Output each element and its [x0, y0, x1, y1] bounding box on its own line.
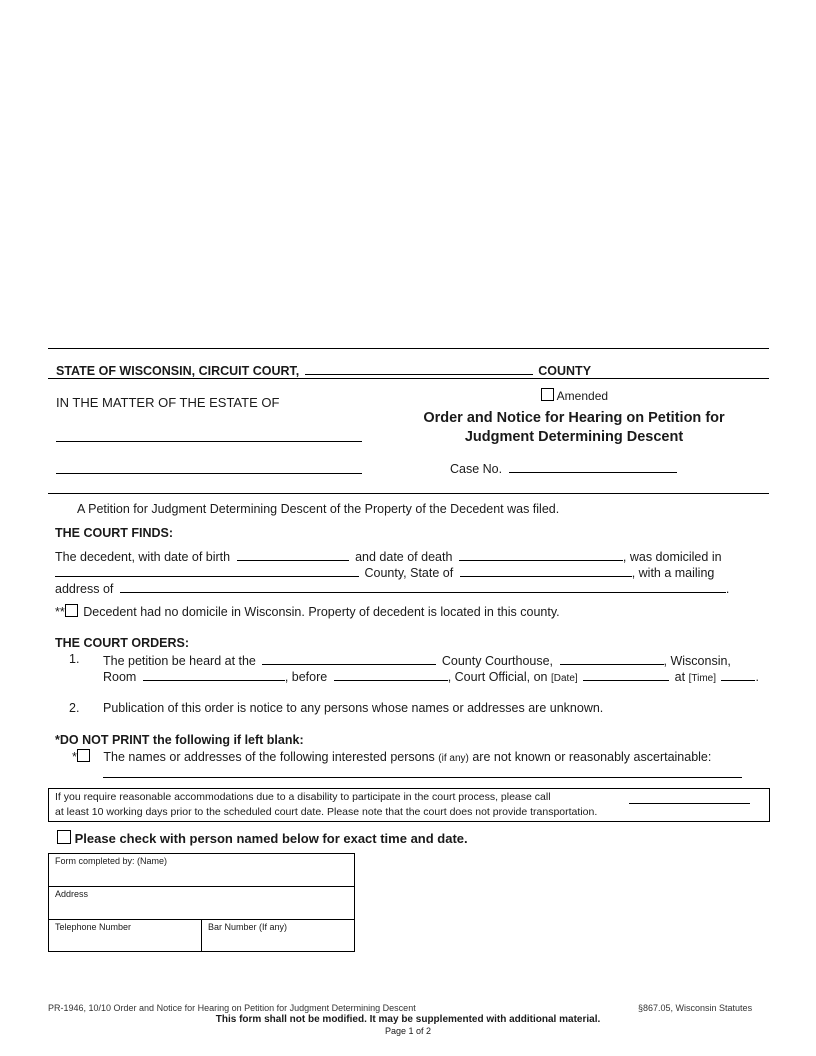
court-finds-heading: THE COURT FINDS: [55, 526, 174, 540]
estate-name-line2[interactable] [56, 473, 362, 474]
interested-row [72, 749, 711, 764]
no-domicile-text: Decedent had no domicile in Wisconsin. Property of decedent is located in this county. [83, 605, 560, 619]
footer-page: Page 1 of 2 [384, 1026, 432, 1036]
address-field[interactable] [120, 580, 726, 593]
telephone-cell[interactable] [48, 919, 202, 952]
item2-num: 2. [69, 701, 80, 715]
interested-text-a: The names or addresses of the following interested persons [103, 750, 435, 764]
single-star: * [72, 750, 77, 764]
accommodation-text2: at least 10 working days prior to the scheduled court date. Please note that the court does not provide transportation. [55, 806, 598, 818]
item1-num: 1. [69, 652, 80, 666]
interested-text-b: are not known or reasonably ascertainable: [472, 750, 712, 764]
before-label: , before [284, 670, 328, 684]
item1-wisconsin-label: , Wisconsin, [663, 654, 731, 668]
item1-period: . [755, 670, 759, 684]
interested-persons-line[interactable] [103, 777, 742, 778]
bar-number-cell[interactable] [201, 919, 355, 952]
dob-label: The decedent, with date of birth [55, 550, 231, 564]
county-state-row [55, 564, 714, 580]
double-star: ** [55, 605, 65, 619]
accommodation-text1: If you require reasonable accommodations due to a disability to participate in the court process, please call [55, 791, 551, 803]
county-state-label: County, State of [364, 566, 454, 580]
interested-ifany: (if any) [438, 753, 469, 764]
item1-courthouse-label: County Courthouse, [441, 654, 554, 668]
time-hint: [Time] [688, 673, 716, 684]
accommodation-line1 [55, 791, 551, 803]
amended-row [541, 388, 608, 403]
mailing-label: , with a mailing [631, 566, 715, 580]
state-court-text: STATE OF WISCONSIN, CIRCUIT COURT, [56, 364, 300, 378]
death-label: and date of death [355, 550, 453, 564]
case-no-label: Case No. [450, 462, 503, 476]
check-person-checkbox[interactable] [57, 830, 71, 844]
estate-name-line1[interactable] [56, 441, 362, 442]
accommodation-phone-field[interactable] [629, 803, 750, 804]
dob-field[interactable] [237, 548, 349, 561]
completed-by-label: Form completed by: (Name) [55, 856, 168, 866]
at-label: at [674, 670, 686, 684]
telephone-label: Telephone Number [55, 922, 132, 932]
official-field[interactable] [334, 668, 448, 681]
city-field[interactable] [560, 652, 664, 665]
form-title-line1: Order and Notice for Hearing on Petition for [423, 410, 725, 426]
case-no-field[interactable] [509, 460, 677, 473]
footer-form-id: PR-1946, 10/10 Order and Notice for Hearing on Petition for Judgment Determining Descent [48, 1003, 416, 1013]
address-period: . [725, 582, 730, 596]
bar-number-label: Bar Number (If any) [208, 922, 288, 932]
body-rule [48, 493, 769, 494]
room-label: Room [103, 670, 137, 684]
death-field[interactable] [459, 548, 623, 561]
address-cell[interactable] [48, 886, 355, 920]
footer-notice: This form shall not be modified. It may be supplemented with additional material. [215, 1014, 601, 1025]
address-row [55, 580, 729, 596]
item1-line1 [103, 652, 731, 668]
check-person-text: Please check with person named below for exact time and date. [74, 831, 468, 846]
case-no-row [450, 460, 677, 476]
court-orders-heading: THE COURT ORDERS: [55, 636, 190, 650]
state-field[interactable] [460, 564, 632, 577]
decedent-dob-row [55, 548, 722, 564]
footer-statute: §867.05, Wisconsin Statutes [638, 1003, 753, 1013]
caption-rule [48, 378, 769, 379]
address-label: address of [55, 582, 114, 596]
matter-label: IN THE MATTER OF THE ESTATE OF [56, 395, 280, 410]
top-rule [48, 348, 769, 349]
no-domicile-row [55, 604, 560, 619]
courthouse-county-field[interactable] [262, 652, 436, 665]
room-field[interactable] [143, 668, 285, 681]
date-hint: [Date] [551, 673, 578, 684]
hearing-date-field[interactable] [583, 668, 669, 681]
state-court-label [56, 362, 591, 378]
hearing-time-field[interactable] [721, 668, 755, 681]
item1-heard-label: The petition be heard at the [103, 654, 256, 668]
form-title-line2: Judgment Determining Descent [464, 429, 684, 445]
petition-filed-text: A Petition for Judgment Determining Descent of the Property of the Decedent was filed. [77, 502, 560, 516]
address-cell-label: Address [55, 889, 89, 899]
item2-text: Publication of this order is notice to any persons whose names or addresses are unknown. [103, 701, 604, 715]
item1-line2 [103, 668, 759, 684]
amended-label: Amended [556, 389, 609, 403]
do-not-print-heading: *DO NOT PRINT the following if left blank: [55, 733, 304, 747]
check-person-row [57, 830, 468, 846]
county-field[interactable] [305, 362, 533, 375]
amended-checkbox[interactable] [541, 388, 554, 401]
domicile-county-field[interactable] [55, 564, 359, 577]
interested-checkbox[interactable] [77, 749, 90, 762]
domiciled-label: , was domiciled in [622, 550, 722, 564]
official-label: , Court Official, on [447, 670, 548, 684]
no-domicile-checkbox[interactable] [65, 604, 78, 617]
county-label: COUNTY [538, 364, 592, 378]
completed-by-cell[interactable] [48, 853, 355, 887]
